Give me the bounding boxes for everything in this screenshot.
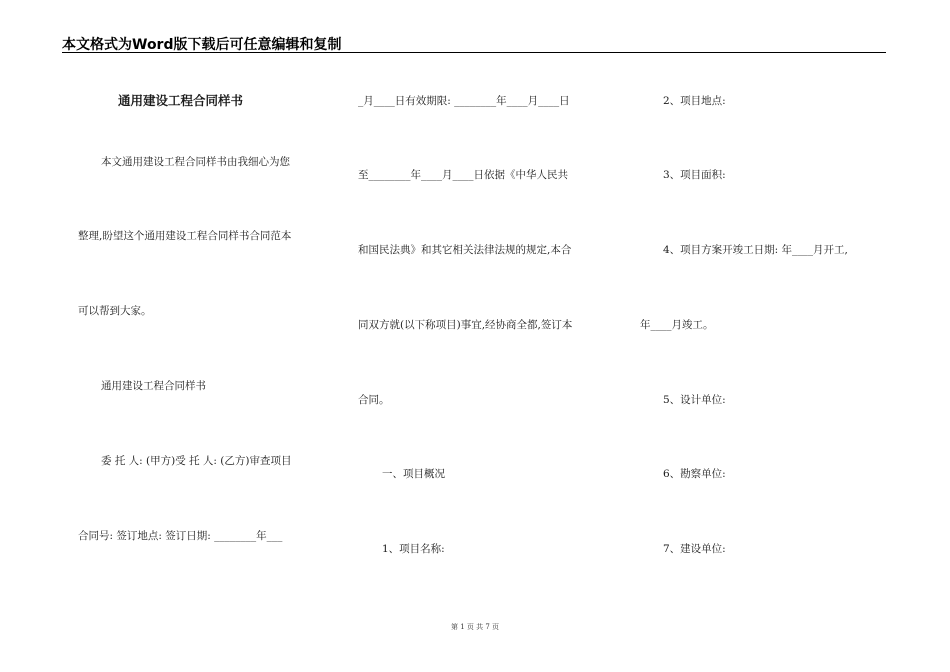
left-line-3: 可以帮到大家。 xyxy=(78,305,152,317)
middle-line-2: 和国民法典》和其它相关法律法规的规定,本合 xyxy=(358,244,572,256)
middle-line-4: 合同。 xyxy=(358,394,390,406)
middle-line-0: _月____日有效期限: ________年____月____日 xyxy=(358,95,570,107)
right-line-1: 3、项目面积: xyxy=(663,169,726,181)
left-line-4: 通用建设工程合同样书 xyxy=(101,380,206,392)
right-line-5: 6、勘察单位: xyxy=(663,468,726,480)
left-line-1: 本文通用建设工程合同样书由我细心为您 xyxy=(101,156,290,168)
left-line-5: 委 托 人: (甲方)受 托 人: (乙方)审查项目 xyxy=(101,455,292,467)
middle-line-6: 1、项目名称: xyxy=(382,543,445,555)
page-header xyxy=(62,34,886,53)
document-title: 通用建设工程合同样书 xyxy=(118,93,244,108)
left-line-6: 合同号: 签订地点: 签订日期: ________年___ xyxy=(78,530,283,542)
right-line-3: 年____月竣工。 xyxy=(640,319,714,331)
right-line-2: 4、项目方案开竣工日期: 年____月开工, xyxy=(663,244,848,256)
header-text: 本文格式为Word版下载后可任意编辑和复制 xyxy=(62,37,342,53)
page-footer: 第 1 页 共 7 页 xyxy=(450,623,500,631)
right-line-0: 2、项目地点: xyxy=(663,95,726,107)
middle-line-1: 至________年____月____日依据《中华人民共 xyxy=(358,169,568,181)
left-line-2: 整理,盼望这个通用建设工程合同样书合同范本 xyxy=(78,230,292,242)
middle-line-3: 同双方就(以下称项目)事宜,经协商全都,签订本 xyxy=(358,319,573,331)
section-heading: 一、项目概况 xyxy=(382,468,445,480)
right-line-4: 5、设计单位: xyxy=(663,394,726,406)
right-line-6: 7、建设单位: xyxy=(663,543,726,555)
